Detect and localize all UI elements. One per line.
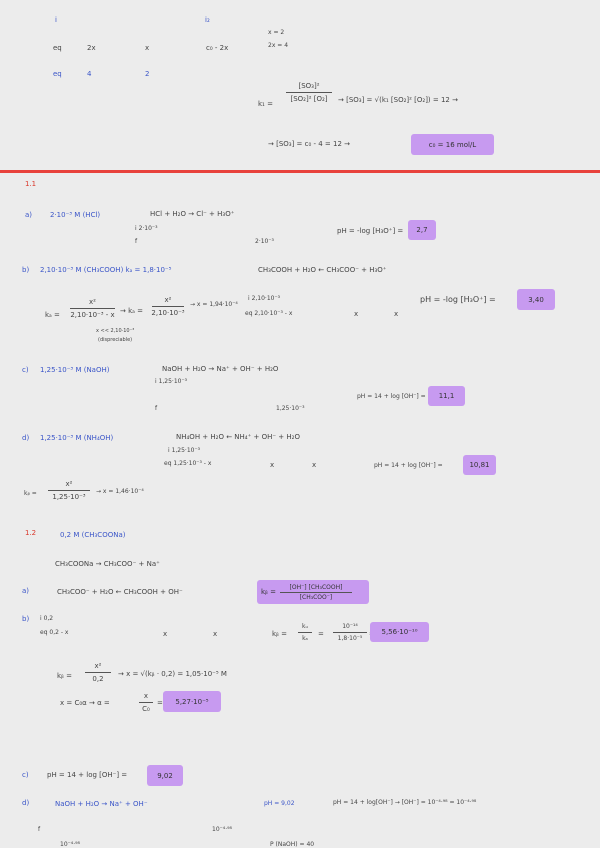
s1-b-fraction2 (152, 296, 184, 317)
s1-d-answer (463, 455, 496, 475)
s1-d-fraction-bar (48, 490, 90, 491)
s2-a-fraction-den: [CH₃COO⁻] (299, 593, 333, 601)
kc-fraction-bar (286, 92, 332, 93)
s1-c-initial: i 1,25·10⁻³ (155, 378, 188, 385)
s1-d-initial: i 1,25·10⁻³ (168, 447, 201, 454)
s2-b-label: b) (22, 615, 30, 623)
s2-b-fraction3-num: x² (94, 662, 102, 670)
s2-a-reaction: CH₃COO⁻ + H₂O ← CH₃COOH + OH⁻ (57, 588, 183, 596)
s2-b-equals3: = (157, 699, 163, 707)
top-row2-b: 2x (87, 44, 96, 52)
top-row2-a: eq (53, 44, 62, 52)
s1-d-desc: 1,25·10⁻³ M (NH₄OH) (40, 434, 114, 442)
s1-c-answer (428, 386, 465, 406)
s1-b-initial: i 2,10·10⁻³ (248, 295, 281, 302)
s1-c-desc: 1,25·10⁻³ M (NaOH) (40, 366, 110, 374)
s2-d-final: f (38, 826, 41, 833)
s1-b-equilibrium: eq 2,10·10⁻³ - x (245, 310, 293, 317)
s1-a-label: a) (25, 211, 33, 219)
s2-b-fraction3-den: 0,2 (92, 675, 104, 683)
s1-a-answer-text: 2,7 (416, 226, 428, 234)
s2-c-answer-text: 9,02 (157, 771, 173, 780)
s1-b-fraction2-bar (152, 306, 184, 307)
s1-b-approx: x << 2,10·10⁻³ (96, 328, 135, 334)
s2-b-fraction4-bar (139, 702, 153, 703)
s2-b-answer2-text: 5,27·10⁻⁵ (175, 697, 209, 706)
s1-b-fraction-num: x² (89, 298, 96, 306)
s1-c-ph: pH = 14 + log [OH⁻] = (357, 393, 426, 400)
s1-d-reaction: NH₄OH + H₂O ← NH₄⁺ + OH⁻ + H₂O (176, 433, 300, 441)
s2-d-ph: pH = 9,02 (264, 800, 295, 807)
s2-b-fraction1-bar (298, 632, 312, 633)
top-row2-c: x (145, 44, 150, 52)
top-row1-a: i (55, 16, 57, 24)
top-side1: x = 2 (268, 29, 285, 36)
s2-b-fraction4-den: C₀ (142, 705, 150, 713)
s2-desc: 0,2 M (CH₃COONa) (60, 531, 126, 539)
s2-b-equilibrium: eq 0,2 - x (40, 629, 69, 636)
s1-b-ph: pH = -log [H₃O⁺] = (420, 295, 496, 304)
s2-b-answer1-text: 5,56·10⁻¹⁰ (381, 628, 418, 636)
s2-b-x1: x (163, 630, 168, 638)
s2-b-x2: x (213, 630, 218, 638)
s1-b-mid: → kₐ = (120, 307, 143, 315)
kc-label: k₁ = (258, 100, 273, 108)
top-row2-d: c₀ - 2x (206, 44, 229, 52)
s2-b-answer1 (370, 622, 429, 642)
s1-a-desc: 2·10⁻³ M (HCl) (50, 211, 101, 219)
s2-b-fraction3-bar (85, 672, 111, 673)
s2-b-line: x = C₀α → α = (60, 699, 110, 707)
s2-d-value: 10⁻⁴·⁹⁸ (212, 826, 232, 833)
s1-c-label: c) (22, 366, 29, 374)
s2-b-fraction2-den: 1,8·10⁻⁵ (337, 635, 363, 642)
s2-b-kb2: kᵦ = (57, 672, 72, 680)
s1-b-ka: kₐ = (45, 311, 60, 319)
s1-b-x: → x = 1,94·10⁻⁴ (190, 301, 238, 308)
s1-d-x2: x (312, 461, 317, 469)
s1-d-fraction-num: x² (65, 480, 73, 488)
s2-b-fraction2 (333, 623, 367, 642)
answer-co (411, 134, 494, 155)
red-separator (0, 170, 600, 173)
s1-d-fraction (48, 480, 90, 501)
s1-d-x: → x = 1,46·10⁻⁴ (96, 488, 144, 495)
s1-d-x1: x (270, 461, 275, 469)
s2-c-answer (147, 765, 183, 786)
s1-b-answer-text: 3,40 (528, 295, 544, 304)
s1-a-ph: pH = -log [H₃O⁺] = (337, 227, 404, 235)
s2-c-label: c) (22, 771, 29, 779)
s1-b-fraction-den: 2,10·10⁻³ - x (70, 311, 115, 319)
top-line2: → [SO₃] = c₀ - 4 = 12 → (268, 140, 351, 148)
s1-a-reaction: HCl + H₂O → Cl⁻ + H₃O⁺ (150, 210, 235, 218)
s1-d-equilibrium: eq 1,25·10⁻³ - x (164, 460, 212, 467)
s1-c-reaction: NaOH + H₂O → Na⁺ + OH⁻ + H₂O (162, 365, 279, 373)
s1-a-answer (408, 220, 436, 240)
s1-d-fraction-den: 1,25·10⁻³ (52, 493, 86, 501)
s2-b-equals: = (318, 630, 324, 638)
s2-b-fraction4 (139, 692, 153, 713)
top-side2: 2x = 4 (268, 42, 289, 49)
s2-a-answer (257, 580, 369, 604)
s2-b-fraction2-bar (333, 632, 367, 633)
s1-a-final: f (135, 238, 138, 245)
s2-b-fraction1 (298, 623, 312, 642)
s1-b-x2: x (394, 310, 399, 318)
kc-numerator: [SO₃]² (298, 82, 320, 90)
s2-c-ph: pH = 14 + log [OH⁻] = (47, 771, 128, 779)
s2-d-bottom1: 10⁻⁴·⁹⁸ (60, 841, 80, 848)
s2-d-label: d) (22, 799, 30, 807)
top-row3-c: 2 (145, 70, 150, 78)
s2-b-fraction1-den: kₐ (302, 635, 308, 642)
s1-d-kb: kᵦ = (24, 490, 37, 497)
s2-b-fraction1-num: kᵤ (302, 623, 308, 630)
s2-number: 1.2 (25, 529, 37, 537)
s1-b-x1: x (354, 310, 359, 318)
s2-a-label: a) (22, 587, 30, 595)
s2-d-calc: pH = 14 + log[OH⁻] → [OH⁻] = 10⁻⁴·⁹⁸ = 10⁻⁴·⁹⁸ (333, 799, 477, 806)
kc-denominator: [SO₂]² [O₂] (290, 95, 328, 103)
s1-number: 1.1 (25, 180, 37, 188)
s1-b-reaction: CH₃COOH + H₂O ← CH₃COO⁻ + H₃O⁺ (258, 266, 387, 274)
s2-b-sqrt: → x = √(kᵦ · 0,2) = 1,05·10⁻⁵ M (118, 670, 227, 678)
s1-b-label: b) (22, 266, 30, 274)
s2-b-fraction3 (85, 662, 111, 683)
s1-b-desc: 2,10·10⁻³ M (CH₃COOH) kₐ = 1,8·10⁻⁵ (40, 266, 172, 274)
s2-b-answer2 (163, 691, 221, 712)
s2-b-initial: i 0,2 (40, 615, 54, 622)
answer-co-text: c₀ = 16 mol/L (428, 140, 477, 149)
s2-a-fraction-num: [OH⁻] [CH₃COOH] (289, 583, 343, 591)
s2-d-bottom2: P (NaOH) = 40 (270, 841, 315, 848)
kc-right: → [SO₃] = √(k₁ [SO₂]² [O₂]) = 12 → (338, 96, 458, 104)
s2-b-fraction2-num: 10⁻¹⁴ (342, 623, 358, 630)
top-row1-b: i₂ (205, 16, 210, 24)
s1-b-answer (517, 289, 555, 310)
s2-d-reaction: NaOH + H₂O → Na⁺ + OH⁻ (55, 800, 148, 808)
s1-c-final: f (155, 405, 158, 412)
s1-b-fraction2-den: 2,10·10⁻³ (151, 309, 185, 317)
top-row3-a: eq (53, 70, 62, 78)
s1-c-answer-text: 11,1 (438, 392, 455, 400)
s2-a-kb: kᵦ = (261, 588, 276, 596)
s1-d-ph: pH = 14 + log [OH⁻] = (374, 462, 443, 469)
s1-d-answer-text: 10,81 (469, 461, 490, 469)
s2-b-fraction4-num: x (143, 692, 149, 700)
s2-b-kb: kᵦ = (272, 630, 287, 638)
s2-reaction0: CH₃COONa → CH₃COO⁻ + Na⁺ (55, 560, 160, 568)
s1-b-fraction-bar (70, 308, 115, 309)
s1-b-approx2: (dispreciable) (98, 337, 133, 343)
s1-b-fraction (70, 298, 115, 319)
s1-d-label: d) (22, 434, 30, 442)
s2-a-fraction-bar (280, 592, 352, 593)
s1-c-final2: 1,25·10⁻³ (276, 405, 305, 412)
s1-b-fraction2-num: x² (164, 296, 172, 304)
s2-a-fraction (280, 584, 352, 601)
s1-a-final2: 2·10⁻³ (255, 238, 274, 245)
top-row3-b: 4 (87, 70, 92, 78)
kc-fraction (286, 82, 332, 103)
s1-a-initial: i 2·10⁻³ (135, 225, 158, 232)
